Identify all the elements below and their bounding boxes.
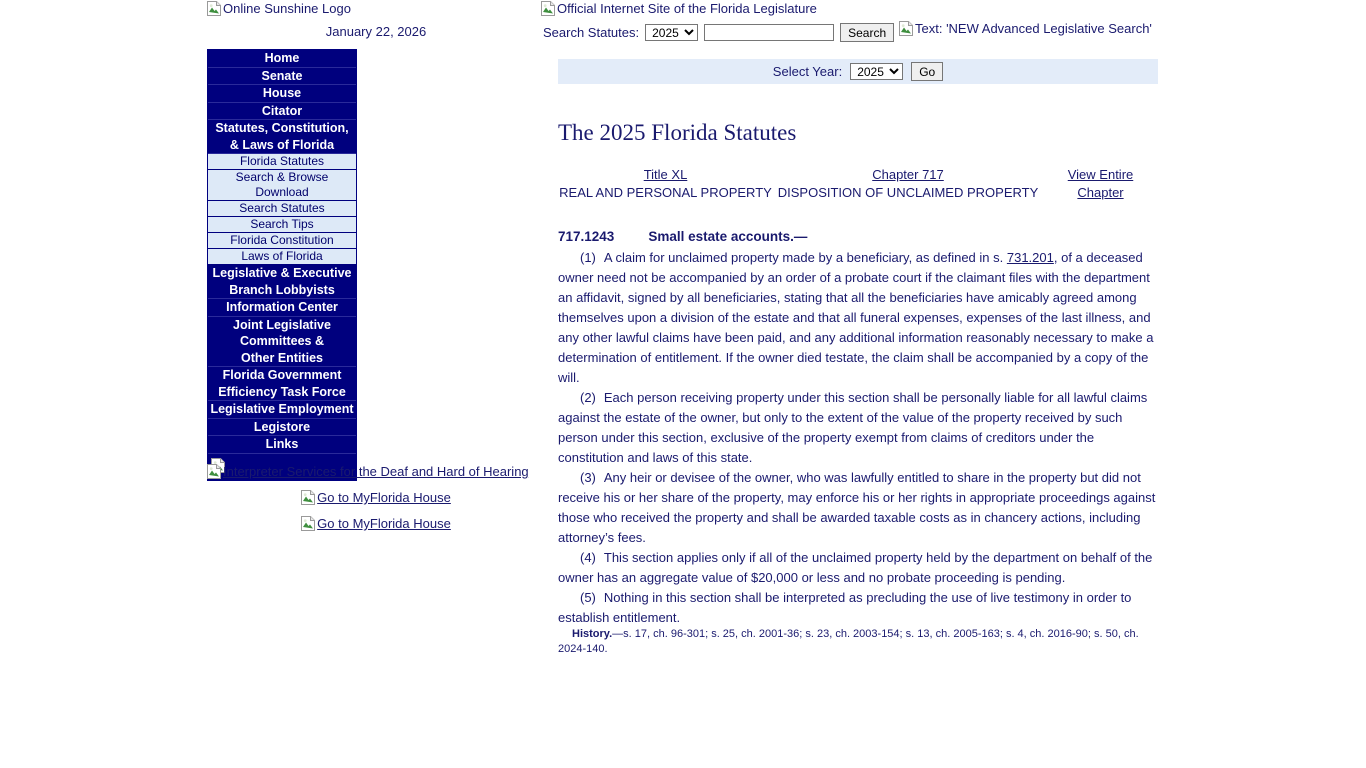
sidebar-item-links-label: Links — [265, 437, 299, 451]
go-button[interactable]: Go — [911, 62, 943, 81]
broken-image-icon — [541, 1, 556, 16]
page-title: The 2025 Florida Statutes — [558, 120, 797, 145]
sidebar-item-legistore[interactable] — [208, 419, 356, 437]
myflorida-house-label-2: Go to MyFlorida House — [317, 516, 451, 531]
advanced-search-alt: Text: 'NEW Advanced Legislative Search' — [915, 21, 1152, 36]
myflorida-house-link-1-row — [207, 490, 545, 505]
search-year-select[interactable] — [645, 24, 698, 41]
statute-reference-link[interactable]: 731.201 — [1006, 250, 1054, 265]
site-title-row — [541, 1, 817, 16]
broken-image-icon — [301, 516, 316, 531]
history-text: —s. 17, ch. 96-301; s. 25, ch. 2001-36; s. 23, ch. 2003-154; s. 13, ch. 2005-163; s. 4, ch. 2016-90; s. 50, ch. 2024-140. — [558, 628, 1139, 655]
statute-body — [558, 248, 1158, 628]
current-date: January 22, 2026 — [325, 24, 427, 39]
sidebar-item-legistore-label: Legistore — [253, 419, 311, 434]
sidebar-item-information-center[interactable] — [208, 299, 356, 317]
paragraph-number: (5) — [580, 590, 596, 605]
chapter-column — [773, 166, 1043, 202]
myflorida-house-label-1: Go to MyFlorida House — [317, 490, 451, 505]
sidebar-item-information-center-label: Information Center — [226, 300, 338, 314]
sidebar-item-senate[interactable] — [208, 68, 356, 86]
sidebar-item-search-statutes-label: Search Statutes — [239, 201, 325, 215]
interpreter-services-label: Interpreter Services for the Deaf and Hard of Hearing — [223, 464, 529, 479]
sidebar-item-laws-of-florida-label: Laws of Florida — [241, 249, 323, 263]
broken-image-icon — [207, 464, 222, 479]
myflorida-house-link-2[interactable] — [301, 516, 451, 531]
section-heading — [558, 229, 807, 244]
sidebar-nav — [207, 49, 357, 481]
chapter-link[interactable]: Chapter 717 — [872, 167, 944, 182]
search-statutes-label: Search Statutes: — [543, 25, 640, 40]
statute-paragraph — [558, 468, 1158, 548]
sidebar-item-senate-label: Senate — [261, 68, 303, 83]
view-entire-chapter-link[interactable]: View Entire Chapter — [1067, 167, 1134, 200]
online-sunshine-logo-alt: Online Sunshine Logo — [223, 1, 351, 16]
sidebar-item-home-label: Home — [264, 51, 300, 65]
paragraph-text: This section applies only if all of the unclaimed property held by the department on behalf of the owner has an aggregate value of $20,000 or less and no probate proceeding is pending. — [558, 550, 1153, 585]
sidebar-item-legislative-employment-label: Legislative Employment — [210, 402, 354, 416]
interpreter-services-link[interactable] — [207, 464, 529, 479]
sidebar-item-statutes-constitution-label: Statutes, Constitution, & Laws of Florida — [215, 121, 349, 152]
sidebar-item-search-statutes[interactable] — [208, 201, 356, 217]
select-year-label: Select Year: — [772, 64, 843, 79]
sidebar-item-house[interactable] — [208, 85, 356, 103]
sidebar-item-house-label: House — [262, 86, 302, 100]
search-input[interactable] — [704, 24, 834, 41]
paragraph-number: (2) — [580, 390, 596, 405]
section-number: 717.1243 — [558, 229, 615, 244]
section-title: Small estate accounts.— — [648, 229, 808, 244]
search-statutes-bar — [543, 23, 894, 42]
myflorida-house-link-2-row — [207, 516, 545, 531]
sidebar-item-laws-of-florida[interactable] — [208, 249, 356, 265]
view-chapter-column — [1043, 166, 1158, 202]
sidebar-item-florida-constitution-label: Florida Constitution — [230, 233, 334, 247]
chapter-header — [558, 166, 1158, 202]
myflorida-house-link-1[interactable] — [301, 490, 451, 505]
paragraph-text-after: , of a deceased owner need not be accompanied by an order of a probate court if the claimant files with the department an affidavit, signed by all beneficiaries, stating that all the beneficiaries have amicably agreed among themselves upon a division of the estate and that all funeral expenses, expenses of the last illness, and any other lawful claims have been paid, and any additional information reasonably necessary to make a determination of entitlement. If the owner died testate, the claim shall be accompanied by a copy of the will. — [558, 250, 1154, 385]
paragraph-text: Nothing in this section shall be interpreted as precluding the use of live testimony in order to establish entitlement. — [558, 590, 1132, 625]
history-note — [558, 627, 1158, 657]
statute-paragraph — [558, 588, 1158, 628]
title-link[interactable]: Title XL — [643, 167, 688, 182]
search-button[interactable]: Search — [840, 23, 894, 42]
statute-paragraph — [558, 548, 1158, 588]
advanced-search-link[interactable] — [899, 21, 1152, 36]
online-sunshine-logo-row — [207, 1, 351, 16]
sidebar-item-citator-label: Citator — [261, 103, 303, 118]
sidebar-item-links[interactable] — [208, 436, 356, 454]
sidebar-item-home[interactable] — [208, 50, 356, 68]
sidebar-item-efficiency-task-force-label: Florida Government Efficiency Task Force — [218, 368, 346, 399]
chapter-description: DISPOSITION OF UNCLAIMED PROPERTY — [777, 185, 1039, 200]
sidebar-item-legislative-employment[interactable] — [208, 401, 356, 419]
broken-image-icon — [207, 1, 222, 16]
title-description: REAL AND PERSONAL PROPERTY — [559, 185, 772, 200]
paragraph-text: Any heir or devisee of the owner, who was lawfully entitled to share in the property but did not receive his or her share of the property, may enforce his or her rights in appropriate proceedings against those who received the property and shall be awarded taxable costs as in chancery actions, including attorney’s fees. — [558, 470, 1156, 545]
sidebar-item-florida-statutes[interactable] — [208, 154, 356, 170]
broken-image-icon — [301, 490, 316, 505]
paragraph-number: (4) — [580, 550, 596, 565]
paragraph-number: (3) — [580, 470, 596, 485]
sidebar-item-statutes-constitution[interactable] — [208, 120, 356, 154]
year-select[interactable] — [850, 63, 903, 80]
sidebar-item-lobbyists-label: Legislative & Executive Branch Lobbyists — [212, 266, 352, 297]
statute-paragraph — [558, 388, 1158, 468]
broken-image-icon — [899, 21, 914, 36]
sidebar-item-florida-statutes-label: Florida Statutes — [239, 154, 325, 168]
sidebar-item-search-browse-download[interactable] — [208, 170, 356, 201]
sidebar-item-search-tips[interactable] — [208, 217, 356, 233]
paragraph-text: Each person receiving property under this section shall be personally liable for all lawful claims against the estate of the owner, but only to the extent of the value of the property received by such person under this section, exclusive of the property exempt from claims of creditors under the constitution and laws of this state. — [558, 390, 1148, 465]
paragraph-number: (1) — [580, 250, 596, 265]
sidebar-item-joint-legislative-committees-label: Joint Legislative Committees & Other Entities — [233, 317, 331, 365]
sidebar-item-joint-legislative-committees[interactable] — [208, 317, 356, 368]
sidebar-item-efficiency-task-force[interactable] — [208, 367, 356, 401]
site-title-alt: Official Internet Site of the Florida Legislature — [557, 1, 817, 16]
statute-paragraph — [558, 248, 1158, 388]
title-column — [558, 166, 773, 202]
sidebar-item-florida-constitution[interactable] — [208, 233, 356, 249]
sidebar-item-search-tips-label: Search Tips — [250, 217, 314, 231]
select-year-bar — [558, 59, 1158, 84]
sidebar-item-search-browse-download-label: Search & Browse Download — [235, 170, 329, 199]
sidebar-item-lobbyists[interactable] — [208, 265, 356, 299]
history-label: History. — [572, 628, 613, 640]
sidebar-item-citator[interactable] — [208, 103, 356, 121]
paragraph-text-before: A claim for unclaimed property made by a beneficiary, as defined in s. — [603, 250, 1007, 265]
